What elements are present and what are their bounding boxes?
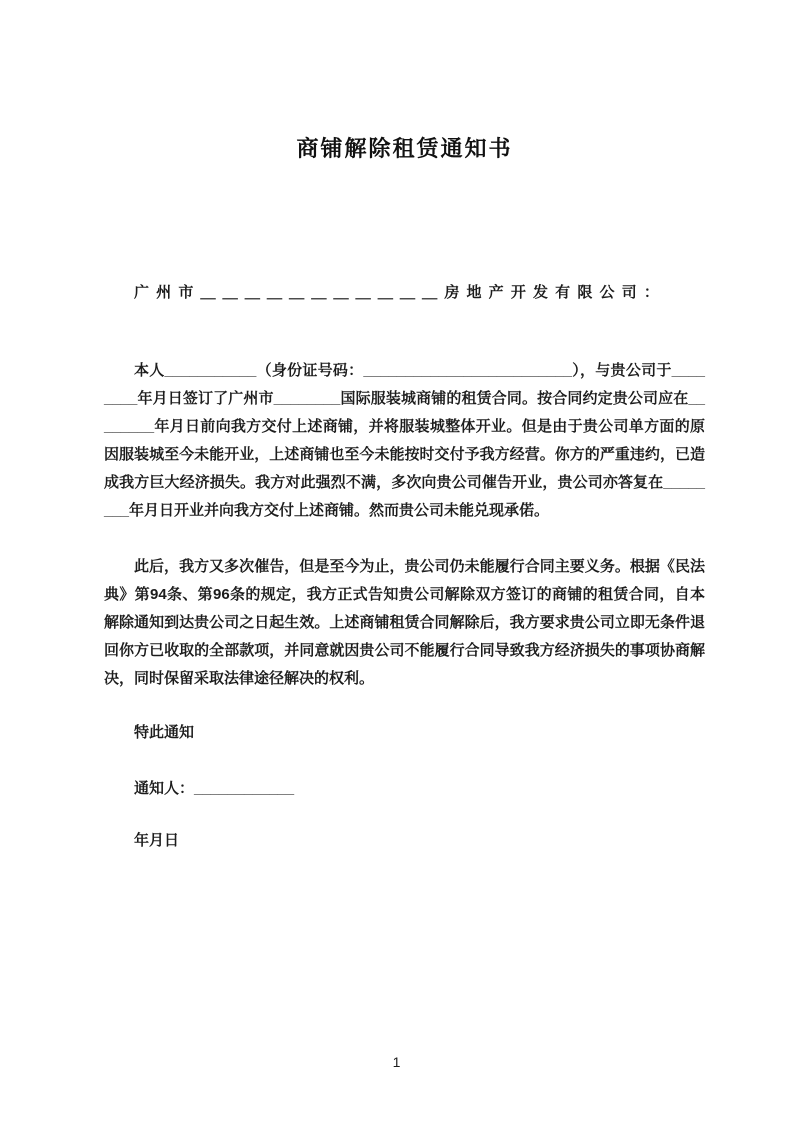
date-line: 年月日 [134, 832, 180, 849]
page-number: 1 [392, 1054, 401, 1070]
body-paragraph-2: 此后，我方又多次催告，但是至今为止，贵公司仍未能履行合同主要义务。根据《民法典》第94条、第96条的规定，我方正式告知贵公司解除双方签订的商铺的租赁合同，自本解除通知到达贵公司之日起生效。上述商铺租赁合同解除后，我方要求贵公司立即无条件退回你方已收取的全部款项，并同意就因贵公司不能履行合同导致我方经济损失的事项协商解决，同时保留采取法律途径解决的权利。 [104, 558, 705, 687]
document-title: 商铺解除租赁通知书 [296, 136, 513, 161]
notifier-signature-line: 通知人：____________ [134, 780, 295, 797]
salutation-line: 广 州 市 ＿ ＿ ＿ ＿ ＿ ＿ ＿ ＿ ＿ ＿ ＿ 房 地 产 开 发 有 限 公 司 ： [134, 284, 661, 301]
body-paragraph-1: 本人___________（身份证号码：_________________________），与贵公司于________年月日签订了广州市________国际服装城商铺的租赁合同。按合同约定贵公司应在________年月日前向我方交付上述商铺，并将服装城整体开业。但是由于贵公司单方面的原因服装城至今未能开业，上述商铺也至今未能按时交付予我方经营。你方的严重违约，已造成我方巨大经济损失。我方对此强烈不满，多次向贵公司催告开业，贵公司亦答复在________年月日开业并向我方交付上述商铺。然而贵公司未能兑现承偌。 [104, 362, 705, 519]
closing-phrase: 特此通知 [134, 724, 195, 741]
